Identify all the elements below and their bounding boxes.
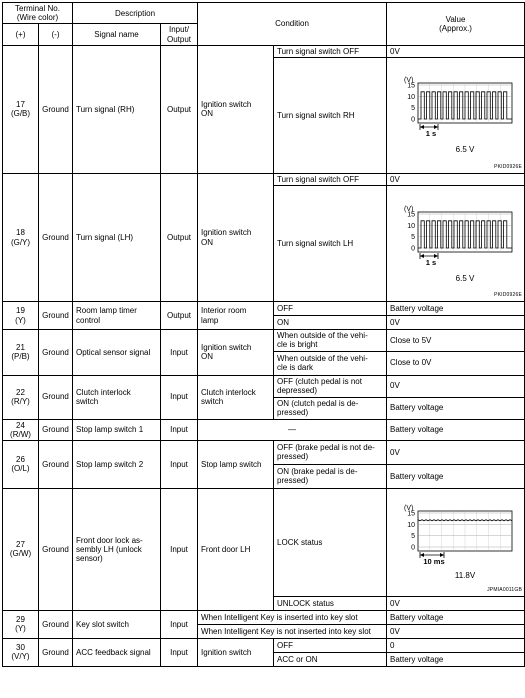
value: Battery voltage xyxy=(387,397,525,419)
terminal-minus: Ground xyxy=(39,610,73,638)
terminal-plus: 24 (R/W) xyxy=(3,419,39,440)
terminal-plus: 18 (G/Y) xyxy=(3,173,39,301)
minus-header: (-) xyxy=(39,24,73,45)
y-unit-label: (V) xyxy=(404,205,414,213)
signal-name-header: Signal name xyxy=(73,24,161,45)
condition-main: Ignition switch ON xyxy=(198,173,274,301)
condition-detail: ON xyxy=(274,316,387,330)
input-output: Input xyxy=(161,610,198,638)
condition-detail: OFF (clutch pedal is not depressed) xyxy=(274,375,387,397)
value: 0V xyxy=(387,596,525,610)
value: Close to 5V xyxy=(387,330,525,351)
terminal-plus: 29 (Y) xyxy=(3,610,39,638)
table-row xyxy=(3,45,525,57)
value: Battery voltage xyxy=(387,464,525,488)
condition-detail: Turn signal switch RH xyxy=(274,57,387,173)
signal-name: Clutch interlock switch xyxy=(73,375,161,419)
terminal-minus: Ground xyxy=(39,330,73,375)
terminal-minus: Ground xyxy=(39,440,73,488)
input-output-header: Input/ Output xyxy=(161,24,198,45)
value: 0V xyxy=(387,173,525,185)
table-row xyxy=(3,302,525,316)
figure-code: PKID0926E xyxy=(494,164,523,171)
value: Battery voltage xyxy=(387,610,525,624)
condition-detail: ON (brake pedal is de- pressed) xyxy=(274,464,387,488)
terminal-minus: Ground xyxy=(39,173,73,301)
terminal-minus: Ground xyxy=(39,375,73,419)
y-tick-label: 15 xyxy=(407,211,416,219)
y-tick-label: 10 xyxy=(407,94,416,102)
waveform-caption: 11.8V xyxy=(454,571,476,581)
terminal-plus: 27 (G/W) xyxy=(3,488,39,610)
condition-detail: Turn signal switch LH xyxy=(274,186,387,302)
condition-detail: LOCK status xyxy=(274,488,387,596)
input-output: Input xyxy=(161,419,198,440)
waveform-graph xyxy=(390,75,520,155)
value: 0 xyxy=(387,638,525,652)
condition-detail: When outside of the vehi- cle is bright xyxy=(274,330,387,351)
condition-main: Interior room lamp xyxy=(198,302,274,330)
value: 0V xyxy=(387,375,525,397)
waveform-cell xyxy=(387,488,525,596)
signal-name: Turn signal (LH) xyxy=(73,173,161,301)
value: 0V xyxy=(387,45,525,57)
value: Battery voltage xyxy=(387,419,525,440)
signal-name: Room lamp timer control xyxy=(73,302,161,330)
y-tick-label: 10 xyxy=(407,222,416,230)
condition-main: Front door LH xyxy=(198,488,274,610)
terminal-plus: 21 (P/B) xyxy=(3,330,39,375)
input-output: Input xyxy=(161,440,198,488)
input-output: Output xyxy=(161,302,198,330)
table-row xyxy=(3,638,525,652)
signal-name: Key slot switch xyxy=(73,610,161,638)
y-tick-label: 10 xyxy=(407,522,416,530)
signal-name: Stop lamp switch 2 xyxy=(73,440,161,488)
condition-header: Condition xyxy=(198,3,387,46)
figure-code: PKID0926E xyxy=(494,292,523,299)
input-output: Input xyxy=(161,330,198,375)
terminal-table xyxy=(2,2,525,667)
signal-trace xyxy=(418,220,512,247)
period-label: 1 s xyxy=(425,257,437,267)
y-tick-label: 0 xyxy=(411,544,416,552)
condition-main: Clutch interlock switch xyxy=(198,375,274,419)
condition-detail: OFF xyxy=(274,302,387,316)
y-tick-label: 0 xyxy=(411,116,416,124)
condition-detail: UNLOCK status xyxy=(274,596,387,610)
waveform-graph xyxy=(390,204,520,284)
signal-trace xyxy=(418,92,512,119)
table-row xyxy=(3,610,525,624)
y-tick-label: 5 xyxy=(411,105,416,113)
y-tick-label: 15 xyxy=(407,510,416,518)
waveform-cell xyxy=(387,57,525,173)
condition-main: Ignition switch ON xyxy=(198,330,274,375)
table-row xyxy=(3,375,525,397)
input-output: Output xyxy=(161,45,198,173)
condition-detail: Turn signal switch OFF xyxy=(274,45,387,57)
waveform-caption: 6.5 V xyxy=(455,145,475,155)
terminal-minus: Ground xyxy=(39,638,73,666)
y-tick-label: 5 xyxy=(411,233,416,241)
signal-trace xyxy=(418,520,512,521)
condition: — xyxy=(198,419,387,440)
terminal-plus: 17 (G/B) xyxy=(3,45,39,173)
table-row xyxy=(3,173,525,185)
value: Close to 0V xyxy=(387,351,525,375)
description-header: Description xyxy=(73,3,198,24)
plus-header: (+) xyxy=(3,24,39,45)
table-row xyxy=(3,488,525,596)
period-label: 1 s xyxy=(425,129,437,139)
value: 0V xyxy=(387,440,525,464)
condition-detail: When outside of the vehi- cle is dark xyxy=(274,351,387,375)
terminal-no-header: Terminal No. (Wire color) xyxy=(3,3,73,24)
table-row xyxy=(3,330,525,351)
terminal-plus: 22 (R/Y) xyxy=(3,375,39,419)
condition-main: Stop lamp switch xyxy=(198,440,274,488)
y-tick-label: 15 xyxy=(407,82,416,90)
input-output: Input xyxy=(161,638,198,666)
terminal-minus: Ground xyxy=(39,419,73,440)
condition-detail: OFF xyxy=(274,638,387,652)
value: Battery voltage xyxy=(387,652,525,666)
terminal-minus: Ground xyxy=(39,45,73,173)
condition-main: Ignition switch xyxy=(198,638,274,666)
condition-detail: Turn signal switch OFF xyxy=(274,173,387,185)
signal-name: ACC feedback signal xyxy=(73,638,161,666)
value: Battery voltage xyxy=(387,302,525,316)
input-output: Input xyxy=(161,488,198,610)
signal-name: Optical sensor signal xyxy=(73,330,161,375)
table-row xyxy=(3,440,525,464)
terminal-minus: Ground xyxy=(39,302,73,330)
condition-main: Ignition switch ON xyxy=(198,45,274,173)
y-tick-label: 0 xyxy=(411,245,416,253)
y-tick-label: 5 xyxy=(411,533,416,541)
condition-detail: ACC or ON xyxy=(274,652,387,666)
period-label: 10 ms xyxy=(423,557,445,567)
terminal-plus: 30 (V/Y) xyxy=(3,638,39,666)
signal-name: Stop lamp switch 1 xyxy=(73,419,161,440)
condition-detail: ON (clutch pedal is de- pressed) xyxy=(274,397,387,419)
waveform-graph xyxy=(390,503,520,581)
value: 0V xyxy=(387,624,525,638)
condition-detail: When Intelligent Key is not inserted into key slot xyxy=(198,624,387,638)
input-output: Output xyxy=(161,173,198,301)
input-output: Input xyxy=(161,375,198,419)
condition-detail: When Intelligent Key is inserted into key slot xyxy=(198,610,387,624)
waveform-cell xyxy=(387,186,525,302)
signal-name: Turn signal (RH) xyxy=(73,45,161,173)
terminal-minus: Ground xyxy=(39,488,73,610)
value-header: Value (Approx.) xyxy=(387,3,525,46)
figure-code: JPMIA0011GB xyxy=(487,587,523,594)
signal-name: Front door lock as- sembly LH (unlock sensor) xyxy=(73,488,161,610)
y-unit-label: (V) xyxy=(404,505,414,513)
value: 0V xyxy=(387,316,525,330)
terminal-plus: 26 (O/L) xyxy=(3,440,39,488)
waveform-caption: 6.5 V xyxy=(455,273,475,283)
condition-detail: OFF (brake pedal is not de- pressed) xyxy=(274,440,387,464)
y-unit-label: (V) xyxy=(404,77,414,85)
terminal-plus: 19 (Y) xyxy=(3,302,39,330)
table-row xyxy=(3,419,525,440)
